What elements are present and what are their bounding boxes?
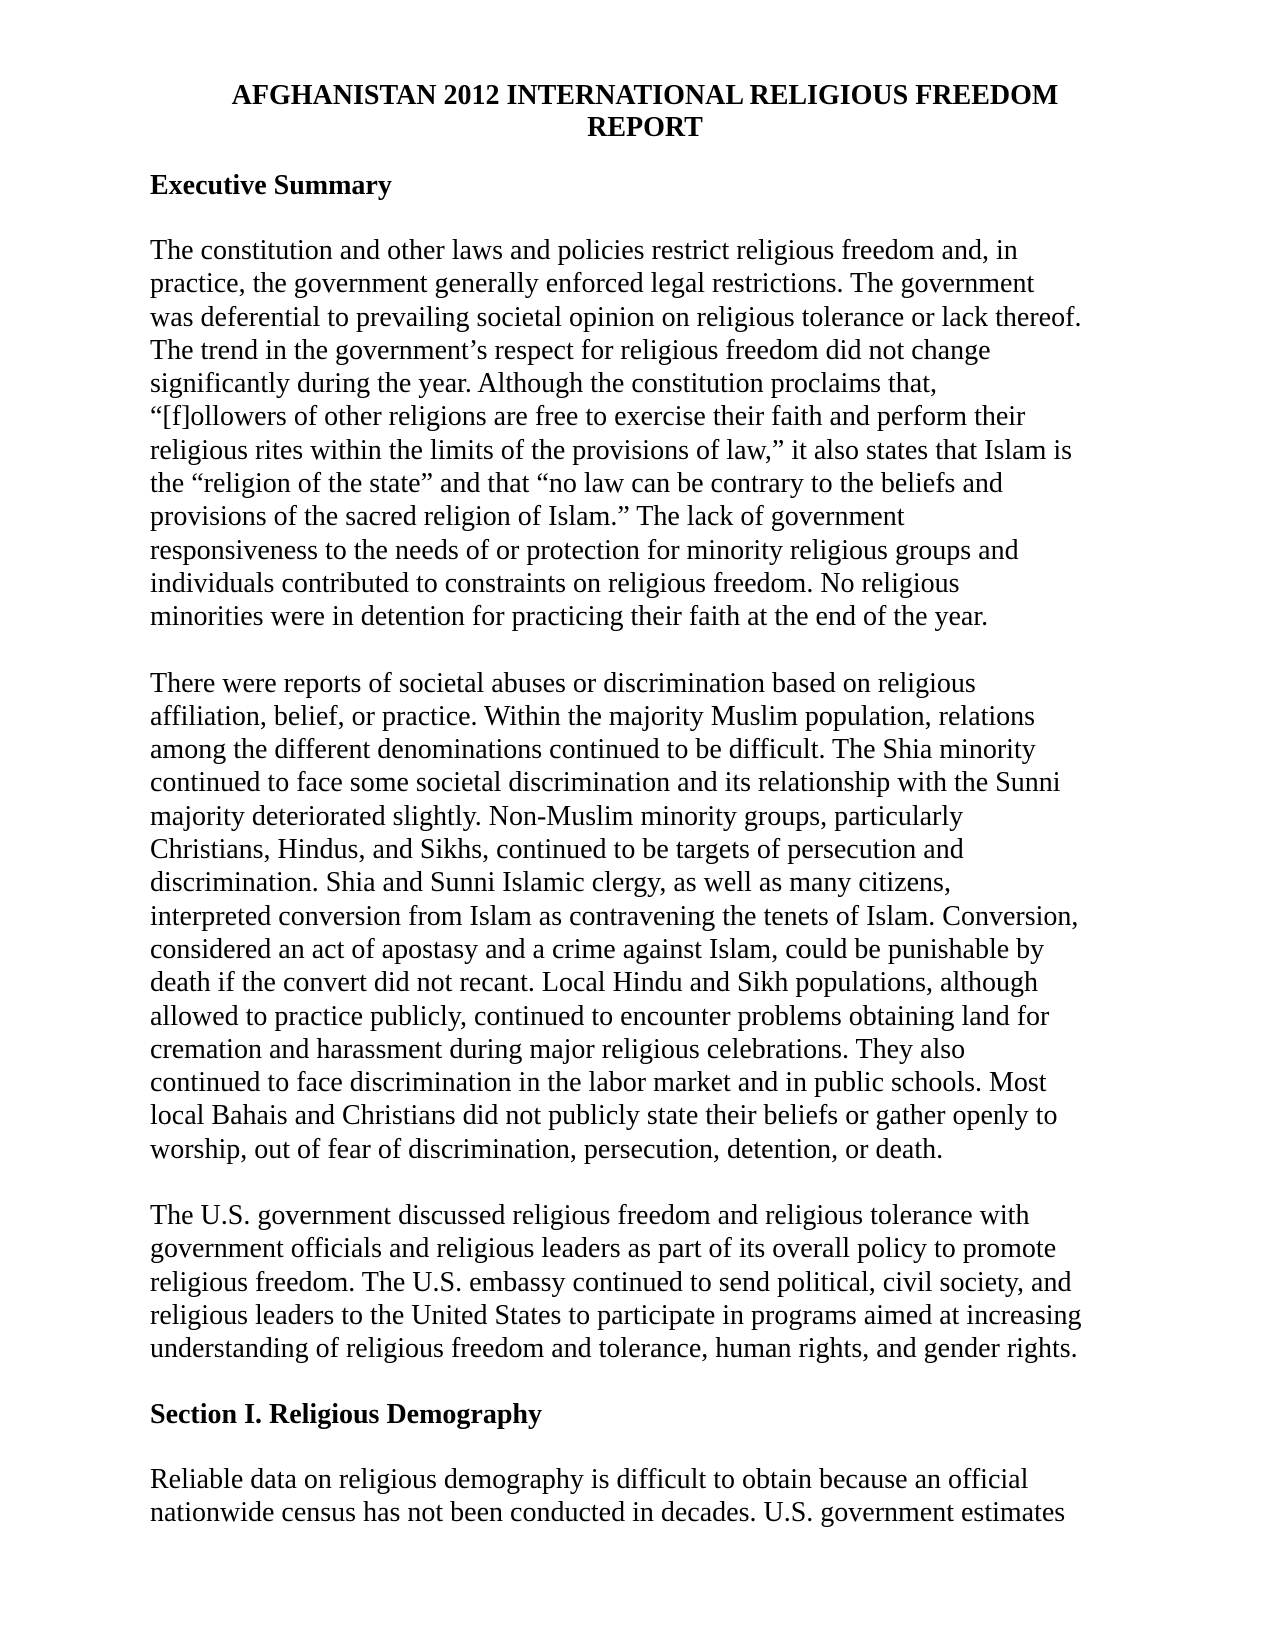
executive-summary-paragraph-2 [150, 667, 1140, 1166]
text-line: affiliation, belief, or practice. Within the majority Muslim population, relations [150, 700, 1036, 732]
text-line: considered an act of apostasy and a crime against Islam, could be punishable by [150, 933, 1045, 965]
text-line: The U.S. government discussed religious freedom and religious tolerance with [150, 1200, 1030, 1232]
text-line: responsiveness to the needs of or protection for minority religious groups and [150, 534, 1019, 566]
text-line: There were reports of societal abuses or discrimination based on religious [150, 667, 976, 699]
document-page [150, 80, 1140, 1562]
text-line: government officials and religious leaders as part of its overall policy to promote [150, 1233, 1057, 1265]
text-line: Christians, Hindus, and Sikhs, continued to be targets of persecution and [150, 834, 964, 866]
text-line: continued to face discrimination in the labor market and in public schools. Most [150, 1067, 1047, 1099]
text-line: worship, out of fear of discrimination, persecution, detention, or death. [150, 1133, 944, 1165]
text-line: discrimination. Shia and Sunni Islamic clergy, as well as many citizens, [150, 867, 951, 899]
executive-summary-paragraph-1 [150, 234, 1140, 634]
text-line: practice, the government generally enforced legal restrictions. The government [150, 268, 1035, 300]
text-line: “[f]ollowers of other religions are free to exercise their faith and perform their [150, 401, 1026, 433]
text-line: local Bahais and Christians did not publicly state their beliefs or gather openly to [150, 1100, 1058, 1132]
section-1-heading: Section I. Religious Demography [150, 1398, 542, 1430]
text-line: minorities were in detention for practicing their faith at the end of the year. [150, 601, 989, 633]
text-line: Reliable data on religious demography is difficult to obtain because an official [150, 1463, 1029, 1495]
executive-summary-paragraph-3 [150, 1199, 1140, 1365]
text-line: was deferential to prevailing societal opinion on religious tolerance or lack thereof. [150, 301, 1082, 333]
text-line: The trend in the government’s respect for religious freedom did not change [150, 334, 991, 366]
executive-summary-heading: Executive Summary [150, 170, 392, 201]
text-line: The constitution and other laws and policies restrict religious freedom and, in [150, 235, 1018, 266]
section-1-paragraph-1 [150, 1463, 1140, 1530]
text-line: provisions of the sacred religion of Islam.” The lack of government [150, 501, 905, 533]
document-title-line: AFGHANISTAN 2012 INTERNATIONAL RELIGIOUS FREEDOM [231, 80, 1059, 111]
text-line: death if the convert did not recant. Local Hindu and Sikh populations, although [150, 967, 1039, 999]
text-line: among the different denominations continued to be difficult. The Shia minority [150, 734, 1036, 766]
text-line: nationwide census has not been conducted in decades. U.S. government estimates [150, 1496, 1066, 1528]
text-line: religious rites within the limits of the provisions of law,” it also states that Islam is [150, 434, 1073, 466]
text-line: continued to face some societal discrimination and its relationship with the Sunni [150, 767, 1061, 799]
text-line: cremation and harassment during major religious celebrations. They also [150, 1033, 966, 1065]
text-line: the “religion of the state” and that “no law can be contrary to the beliefs and [150, 468, 1003, 500]
text-line: religious leaders to the United States to participate in programs aimed at increasing [150, 1299, 1082, 1331]
document-title [150, 80, 1140, 144]
text-line: understanding of religious freedom and tolerance, human rights, and gender rights. [150, 1333, 1078, 1365]
text-line: allowed to practice publicly, continued to encounter problems obtaining land for [150, 1000, 1050, 1032]
document-title-line: REPORT [587, 112, 703, 143]
text-line: significantly during the year. Although the constitution proclaims that, [150, 368, 937, 400]
text-line: individuals contributed to constraints on religious freedom. No religious [150, 567, 960, 599]
text-line: interpreted conversion from Islam as contravening the tenets of Islam. Conversion, [150, 900, 1079, 932]
text-line: religious freedom. The U.S. embassy continued to send political, civil society, and [150, 1266, 1072, 1298]
text-line: majority deteriorated slightly. Non-Muslim minority groups, particularly [150, 800, 964, 832]
